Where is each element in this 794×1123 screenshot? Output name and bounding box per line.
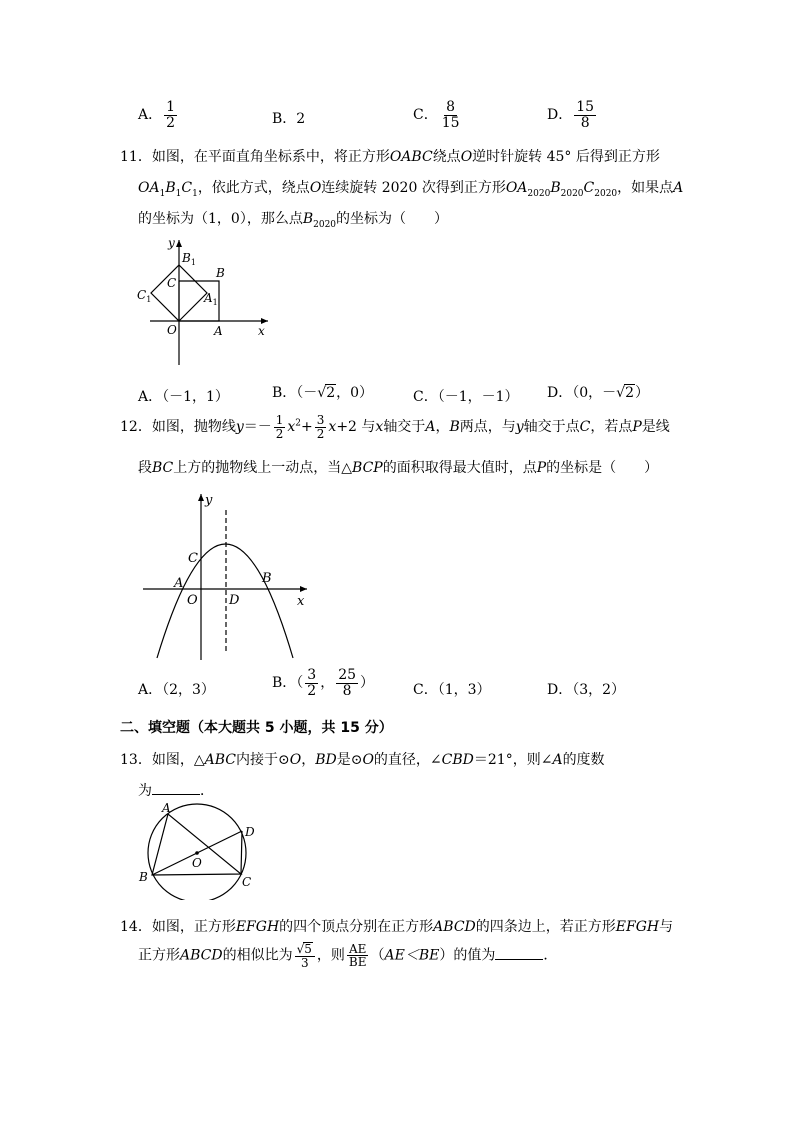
q13-label-c: C	[242, 875, 252, 889]
q12-line-2: 段BC上方的抛物线上一动点，当△BCP的面积取得最大值时，点P的坐标是（ ）	[138, 460, 659, 476]
q11-label-a1: $A_1$	[204, 291, 218, 307]
q12-label-o: O	[187, 593, 198, 608]
q11-label-c1: $C_1$	[137, 288, 152, 304]
q11-line-2: $OA_1B_1C_1$，依此方式，绕点O连续旋转 2020 次得到正方形$OA_{2020}B_{2020}C_{2020}$，如果点A	[138, 180, 684, 199]
q11-figure	[130, 235, 280, 370]
q11-y-arrow	[176, 240, 182, 247]
section-heading-fill-in: 二、填空题（本大题共 5 小题，共 15 分）	[120, 720, 393, 736]
q12-label-d: D	[229, 593, 240, 608]
q10-option-a: A． $\frac{1}{2}$	[138, 99, 176, 131]
q13-segment-dc	[241, 831, 242, 874]
q11-option-c: C．（－1，－1）	[413, 389, 519, 405]
q12-label-x: x	[297, 594, 305, 609]
q10-option-b: B．2	[272, 111, 306, 127]
q11-option-b: B．（－√2，0）	[272, 385, 374, 401]
q12-label-c: C	[188, 551, 198, 566]
q14-answer-blank[interactable]	[495, 947, 543, 960]
q13-figure	[135, 800, 260, 900]
q13-label-b: B	[139, 870, 148, 884]
q12-label-y: y	[205, 493, 213, 508]
q12-line-1: 12．如图，抛物线y＝－ $\frac{1}{2}$ $x^2+$ $\frac{3}{2}$ x+2 与x轴交于A，B两点，与y轴交于点C，若点P是线	[120, 413, 670, 441]
q13-center-dot	[195, 851, 199, 855]
q11-label-b1: $B_1$	[182, 251, 196, 267]
q12-parabola	[157, 544, 293, 658]
q12-figure	[135, 488, 315, 663]
q13-line-1: 13．如图，△ABC内接于⊙O，BD是⊙O的直径，∠CBD＝21°，则∠A的度数	[120, 752, 605, 768]
q12-label-b: B	[262, 571, 272, 586]
q14-line-2: 正方形ABCD的相似比为 $\frac{√5}{3}$ ，则 $\frac{AE}{BE}$ （AE＜BE）的值为 ．	[138, 941, 558, 970]
q11-line-3: 的坐标为（1，0），那么点$B_{2020}$的坐标为（ ）	[138, 211, 449, 230]
q13-label-o: O	[192, 856, 202, 870]
q13-answer-blank[interactable]	[152, 782, 200, 795]
q12-option-c: C．（1，3）	[413, 682, 491, 698]
q12-y-arrow	[198, 494, 204, 501]
q11-label-o: O	[167, 323, 177, 337]
q11-line-1: 11．如图，在平面直角坐标系中，将正方形OABC绕点O逆时针旋转 45° 后得到正方形	[120, 149, 660, 165]
q13-line-2: 为 ．	[138, 783, 214, 799]
q12-option-b: B．（ $\frac{3}{2}$ ， $\frac{25}{8}$ ）	[272, 667, 375, 699]
q11-label-b: B	[216, 266, 225, 280]
q11-label-c: C	[167, 276, 177, 290]
q12-option-d: D．（3，2）	[547, 682, 626, 698]
q11-label-y: y	[168, 236, 175, 250]
q11-option-a: A．（－1，1）	[138, 389, 229, 405]
q12-label-a: A	[174, 576, 184, 591]
q10-option-c: C． $\frac{8}{15}$	[413, 99, 460, 131]
q13-label-a: A	[162, 801, 171, 815]
q12-option-a: A．（2，3）	[138, 682, 215, 698]
q10-option-d: D． $\frac{15}{8}$	[547, 99, 595, 131]
q11-label-x: x	[258, 324, 265, 338]
q11-label-a: A	[214, 324, 223, 338]
q12-x-arrow	[300, 586, 307, 592]
q13-label-d: D	[245, 825, 255, 839]
q14-line-1: 14．如图，正方形EFGH的四个顶点分别在正方形ABCD的四条边上，若正方形EFGH与	[120, 919, 674, 935]
q11-option-d: D．（0，－√2）	[547, 385, 649, 401]
